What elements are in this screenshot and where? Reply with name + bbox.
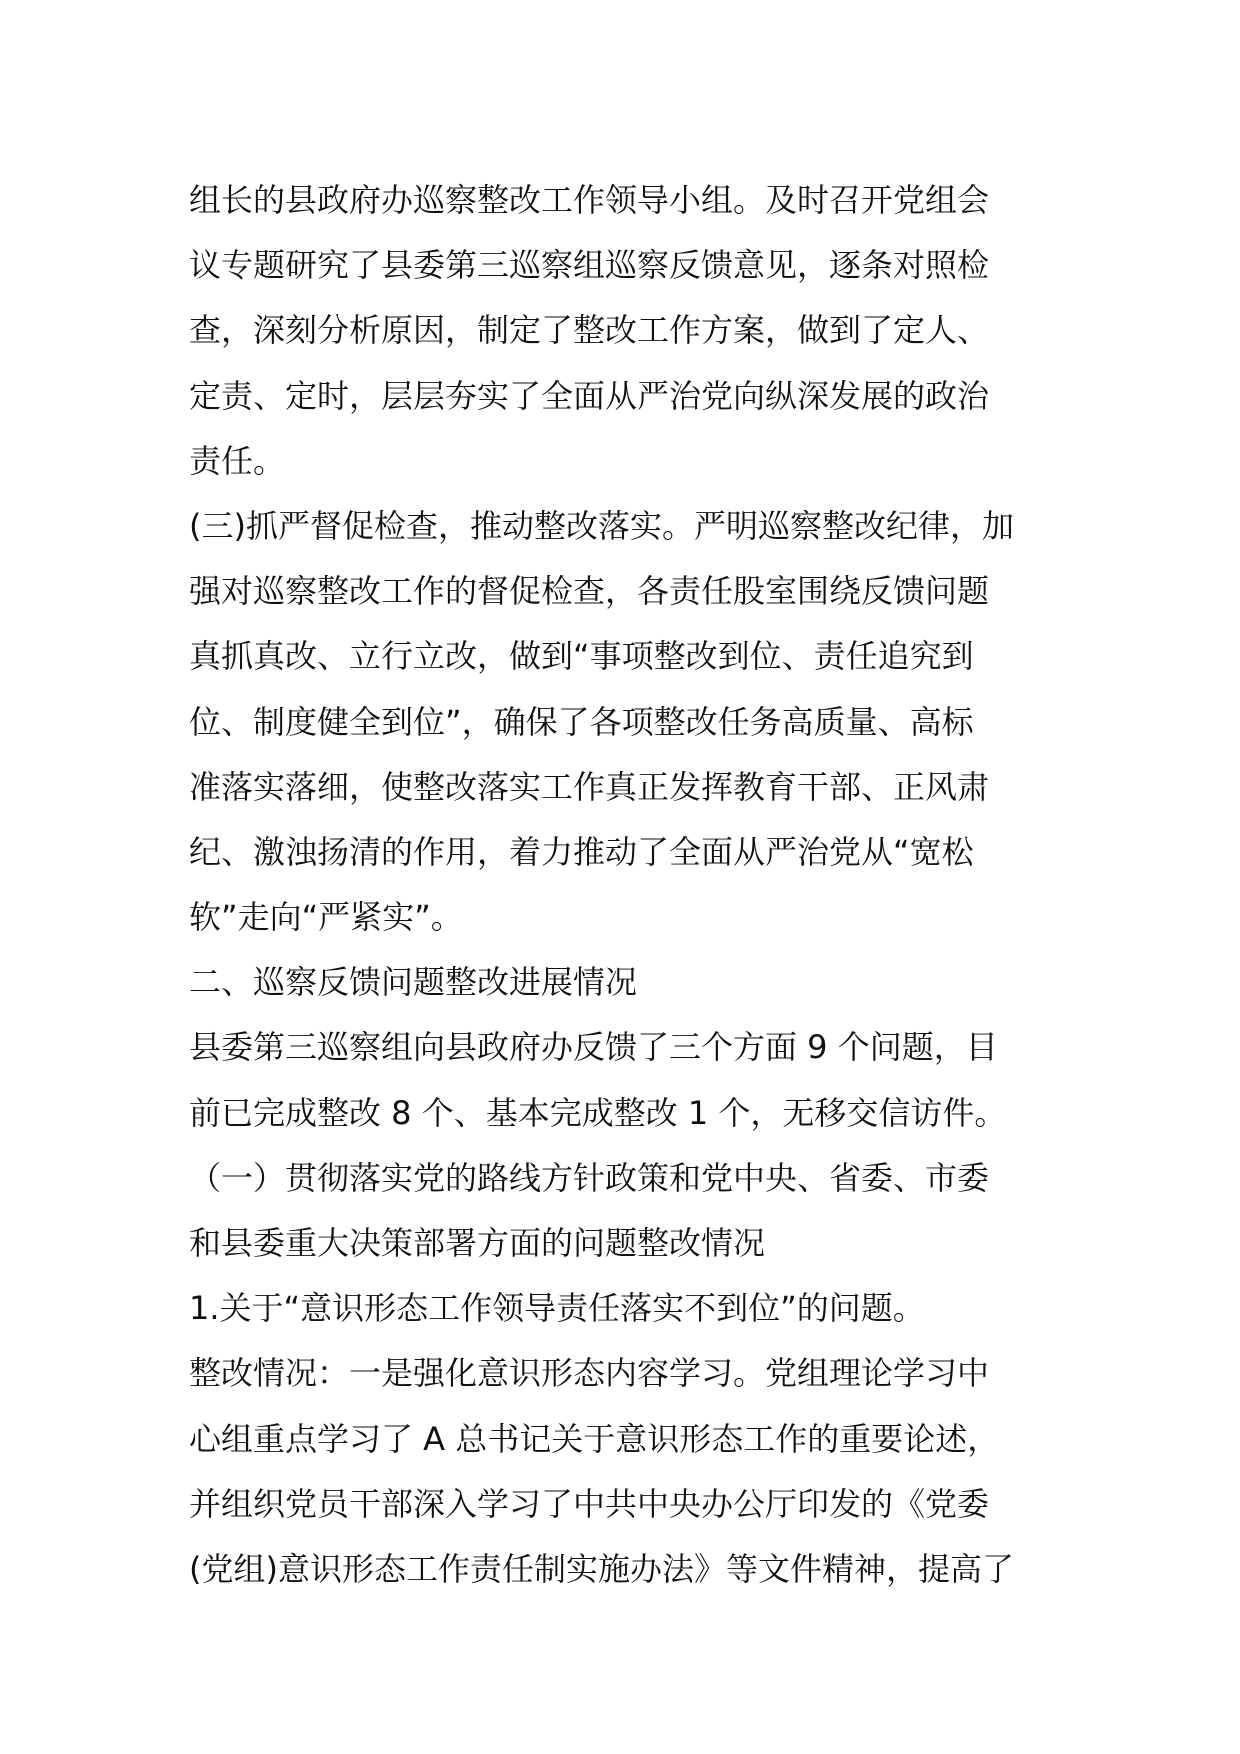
item-heading-1: 1.关于“意识形态工作领导责任落实不到位”的问题。 [189,1289,925,1328]
text-line: 并组织党员干部深入学习了中共中央办公厅印发的《党委 [189,1484,990,1523]
text-line: 纪、激浊扬清的作用，着力推动了全面从严治党从“宽松 [189,832,974,871]
text-line: 组长的县政府办巡察整改工作领导小组。及时召开党组会 [189,181,990,219]
section-heading-2: 二、巡察反馈问题整改进展情况 [189,963,638,1002]
text-line: 真抓真改、立行立改，做到“事项整改到位、责任追究到 [189,637,974,676]
text-line: 前已完成整改 8 个、基本完成整改 1 个，无移交信访件。 [189,1093,1007,1132]
text-line: 议专题研究了县委第三巡察组巡察反馈意见，逐条对照检 [189,246,990,285]
text-line: 软”走向“严紧实”。 [189,898,463,937]
text-line: 准落实落细，使整改落实工作真正发挥教育干部、正风肃 [189,767,990,806]
text-line: 和县委重大决策部署方面的问题整改情况 [189,1224,766,1262]
text-line: 查，深刻分析原因，制定了整改工作方案，做到了定人、 [189,311,990,350]
document-body [189,168,1061,1602]
text-line: (党组)意识形态工作责任制实施办法》等文件精神，提高了 [189,1549,1014,1588]
text-line: 整改情况：一是强化意识形态内容学习。党组理论学习中 [189,1354,990,1393]
text-line: 强对巡察整改工作的督促检查，各责任股室围绕反馈问题 [189,572,990,611]
text-line: 位、制度健全到位”，确保了各项整改任务高质量、高标 [189,702,974,741]
text-line: 定责、定时，层层夯实了全面从严治党向纵深发展的政治 [189,376,990,415]
subsection-heading-1: （一）贯彻落实党的路线方针政策和党中央、省委、市委 [189,1158,990,1197]
text-line: 责任。 [189,441,286,480]
text-line: 县委第三巡察组向县政府办反馈了三个方面 9 个问题，目 [189,1028,998,1067]
section-heading-3: (三)抓严督促检查，推动整改落实。严明巡察整改纪律，加 [189,506,1014,545]
text-line: 心组重点学习了 A 总书记关于意识形态工作的重要论述， [189,1419,1000,1458]
